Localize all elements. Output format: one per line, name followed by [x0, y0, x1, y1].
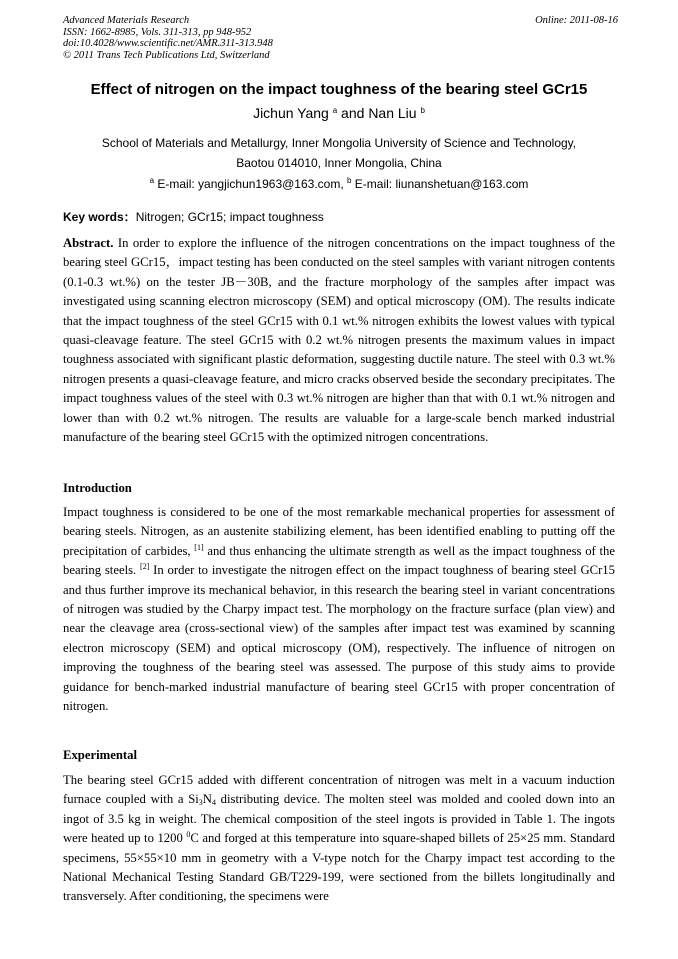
keywords-label: Key words：: [63, 210, 136, 224]
author-affiliation-mark: a: [332, 106, 338, 115]
keywords: [63, 209, 618, 225]
journal-header: [63, 15, 618, 61]
paragraph-text: N: [202, 792, 212, 807]
paragraph-text: Impact toughness is considered to be one of the most remarkable mechanical properties for assessment of bearing steels. Nitrogen, as an austenite stabilizing element, has been identified enabling to putting off the precipitation of carbides,: [63, 505, 615, 558]
citation-ref: [1]: [194, 542, 204, 552]
subscript: 3: [198, 798, 203, 808]
author-name: Jichun Yang: [253, 105, 329, 121]
author-name: Nan Liu: [368, 105, 417, 121]
author-line: [40, 104, 638, 122]
abstract-label: Abstract.: [63, 236, 114, 250]
paragraph-text: distributing device. The molten steel was molded and cooled down into an ingot of 3.5 kg in weight. The chemical composition of the steel ingots is provided in Table 1. The ingots were heated up to 1200: [63, 792, 615, 846]
paragraph-text: and thus enhancing the ultimate strength as well as the impact toughness of the bearing steels.: [63, 543, 615, 578]
paragraph-text: C and forged at this temperature into square-shaped billets of 25×25 mm. Standard specimens, 55×55×10 mm in geometry with a V-type notch for the Charpy impact test according to the National Mechanical Testing Standard GB/T229-199, were sectioned from the billets longitudinally and transversely. After conditioning, the specimens were: [63, 831, 615, 904]
citation-ref: [2]: [140, 562, 150, 572]
experimental-paragraph: [63, 771, 615, 907]
author-conjunction: and: [337, 105, 369, 121]
section-heading-experimental: Experimental: [63, 748, 138, 762]
copyright-line: © 2011 Trans Tech Publications Ltd, Switzerland: [63, 49, 270, 61]
paper-title: Effect of nitrogen on the impact toughness of the bearing steel GCr15: [90, 81, 588, 98]
email-address: E-mail: yangjichun1963@163.com,: [154, 177, 347, 191]
journal-name: Advanced Materials Research: [63, 15, 190, 26]
abstract: [63, 234, 615, 447]
doi-line: doi:10.4028/www.scientific.net/AMR.311-313.948: [63, 38, 273, 49]
affiliation: [40, 133, 638, 173]
abstract-text: In order to explore the influence of the nitrogen concentrations on the impact toughness of the bearing steel GCr15，impact testing has been conducted on the steel samples with variant nitrogen contents (0.1-0.3 wt.%) on the tester JB－30B, and the fracture morphology of the samples after impact was investigated using scanning electron microscopy (SEM) and optical microscopy (OM). The results indicate that the impact toughness of the steel GCr15 with 0.1 wt.% nitrogen exhibits the lowest values with typical quasi-cleavage feature. The steel GCr15 with 0.2 wt.% nitrogen presents the maximum values in impact toughness associated with significant plastic deformation, suggesting ductile nature. The steel with 0.3 wt.% nitrogen presents a quasi-cleavage feature, and micro cracks observed beside the secondary precipitates. The impact toughness values of the steel with 0.3 wt.% nitrogen are higher than that with 0.1 wt.% nitrogen and lower than with 0.2 wt.% nitrogen. The results are valuable for a large-scale bench marked industrial manufacture of the bearing steel GCr15 with the optimized nitrogen concentrations.: [63, 236, 615, 445]
degree-mark: 0: [186, 830, 191, 840]
subscript: 4: [211, 798, 216, 808]
section-heading-introduction: Introduction: [63, 481, 132, 495]
author-affiliation-mark: b: [420, 106, 425, 115]
email-address: E-mail: liunanshetuan@163.com: [351, 177, 529, 191]
paragraph-text: In order to investigate the nitrogen effect on the impact toughness of bearing steel GCr15 and thus further improve its mechanical behavior, in this research the bearing steel in variant concentrations of nitrogen was studied by the Charpy impact test. The morphology on the fracture surface (plan view) and near the cleavage area (cross-sectional view) of the samples after impact test was examined by scanning electron microscopy (SEM) and optical microscopy (OM), respectively. The influence of nitrogen on improving the toughness of the bearing steel was assessed. The purpose of this study aims to provide guidance for bench-marked industrial manufacture of bearing steel GCr15 with proper concentration of nitrogen.: [63, 563, 615, 714]
email-line: [40, 175, 638, 193]
email-mark: b: [347, 176, 352, 185]
paragraph-text: The bearing steel GCr15 added with different concentration of nitrogen was melt in a vacuum induction furnace coupled with a Si: [63, 773, 615, 807]
affiliation-line: School of Materials and Metallurgy, Inner Mongolia University of Science and Technology,: [101, 136, 577, 150]
email-mark: a: [149, 176, 155, 185]
keywords-text: Nitrogen; GCr15; impact toughness: [135, 210, 324, 224]
online-date: Online: 2011-08-16: [535, 15, 618, 26]
introduction-paragraph: [63, 503, 615, 716]
affiliation-line: Baotou 014010, Inner Mongolia, China: [236, 156, 442, 170]
issn-line: ISSN: 1662-8985, Vols. 311-313, pp 948-952: [63, 26, 252, 38]
